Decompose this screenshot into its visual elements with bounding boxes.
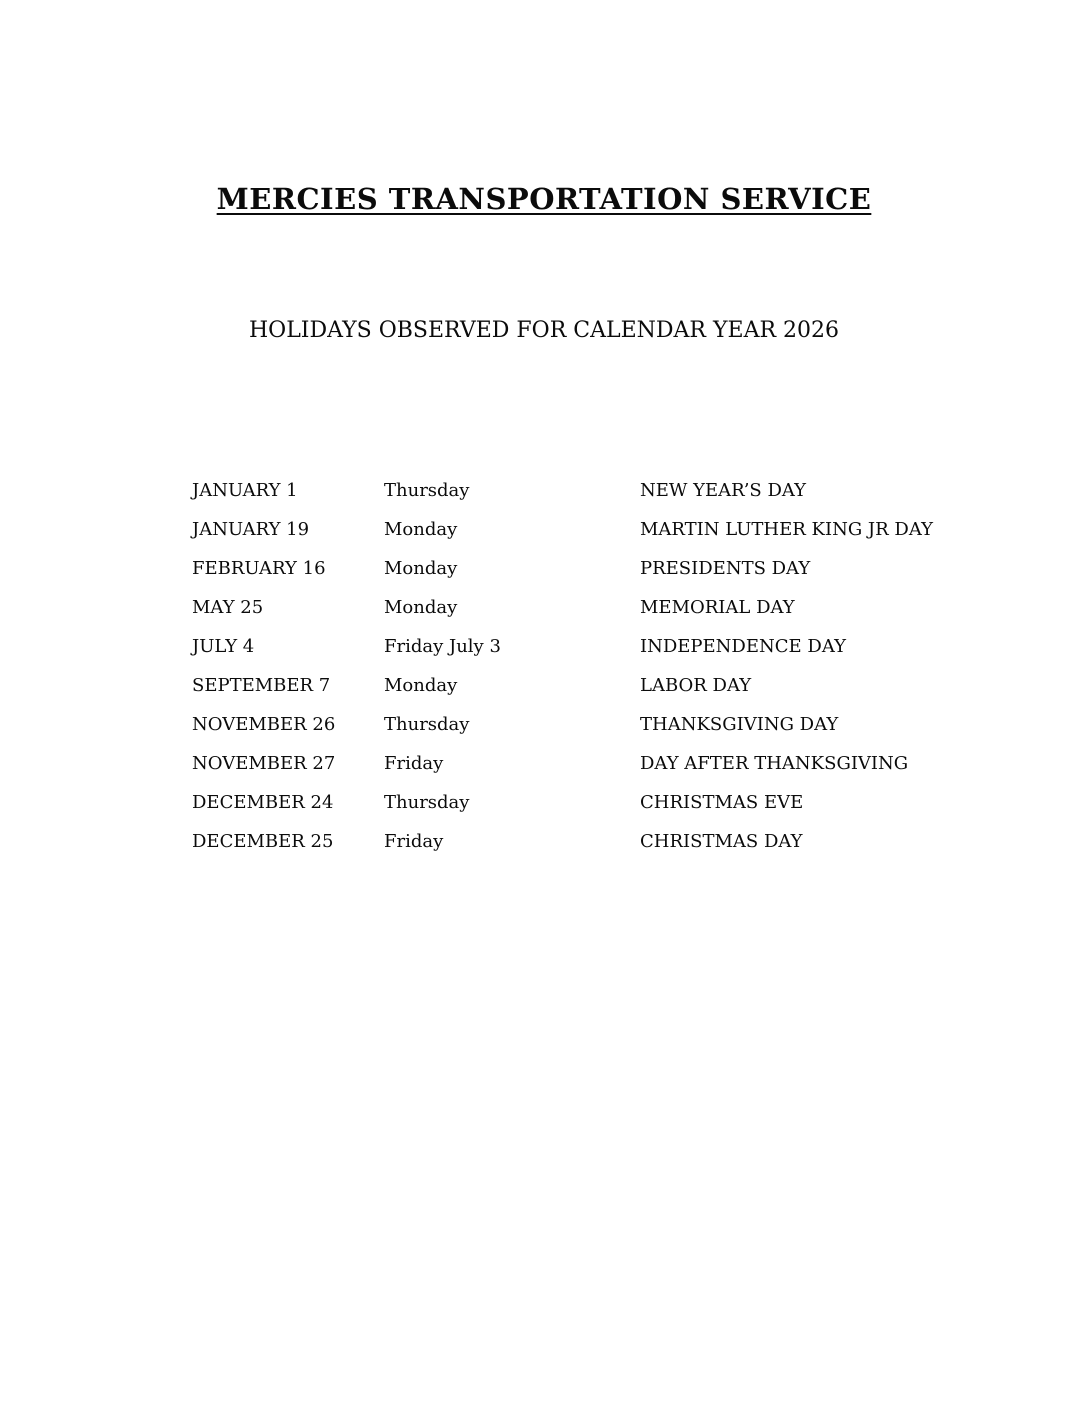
holiday-weekday: Friday July 3 [384, 636, 501, 657]
holiday-weekday: Monday [384, 675, 458, 696]
holiday-weekday: Monday [384, 597, 458, 618]
page-title: MERCIES TRANSPORTATION SERVICE [216, 182, 872, 216]
holiday-row [192, 549, 972, 588]
page-subtitle: HOLIDAYS OBSERVED FOR CALENDAR YEAR 2026 [248, 318, 840, 343]
holiday-date: FEBRUARY 16 [192, 558, 326, 579]
holiday-date: SEPTEMBER 7 [192, 675, 331, 696]
holiday-row [192, 627, 972, 666]
holiday-row [192, 783, 972, 822]
holiday-date: NOVEMBER 26 [192, 714, 336, 735]
holiday-name: CHRISTMAS DAY [640, 831, 803, 852]
holiday-row [192, 822, 972, 861]
holiday-weekday: Thursday [384, 480, 470, 501]
holiday-date: DECEMBER 24 [192, 792, 334, 813]
holiday-name: INDEPENDENCE DAY [640, 636, 846, 657]
holiday-name: MEMORIAL DAY [640, 597, 795, 618]
holiday-name: NEW YEAR’S DAY [640, 480, 807, 501]
holiday-table [192, 471, 972, 861]
holiday-weekday: Monday [384, 558, 458, 579]
holiday-name: DAY AFTER THANKSGIVING [640, 753, 909, 774]
holiday-date: JULY 4 [192, 636, 255, 657]
holiday-date: DECEMBER 25 [192, 831, 334, 852]
holiday-date: JANUARY 1 [192, 480, 298, 501]
holiday-name: THANKSGIVING DAY [640, 714, 839, 735]
holiday-row [192, 705, 972, 744]
holiday-row [192, 510, 972, 549]
holiday-weekday: Monday [384, 519, 458, 540]
holiday-name: PRESIDENTS DAY [640, 558, 811, 579]
holiday-weekday: Thursday [384, 714, 470, 735]
holiday-name: LABOR DAY [640, 675, 752, 696]
holiday-date: JANUARY 19 [192, 519, 310, 540]
holiday-row [192, 744, 972, 783]
holiday-date: NOVEMBER 27 [192, 753, 336, 774]
holiday-row [192, 588, 972, 627]
holiday-row [192, 471, 972, 510]
holiday-weekday: Friday [384, 753, 444, 774]
holiday-name: MARTIN LUTHER KING JR DAY [640, 519, 933, 540]
holiday-date: MAY 25 [192, 597, 264, 618]
holiday-name: CHRISTMAS EVE [640, 792, 804, 813]
holiday-weekday: Friday [384, 831, 444, 852]
holiday-row [192, 666, 972, 705]
holiday-weekday: Thursday [384, 792, 470, 813]
